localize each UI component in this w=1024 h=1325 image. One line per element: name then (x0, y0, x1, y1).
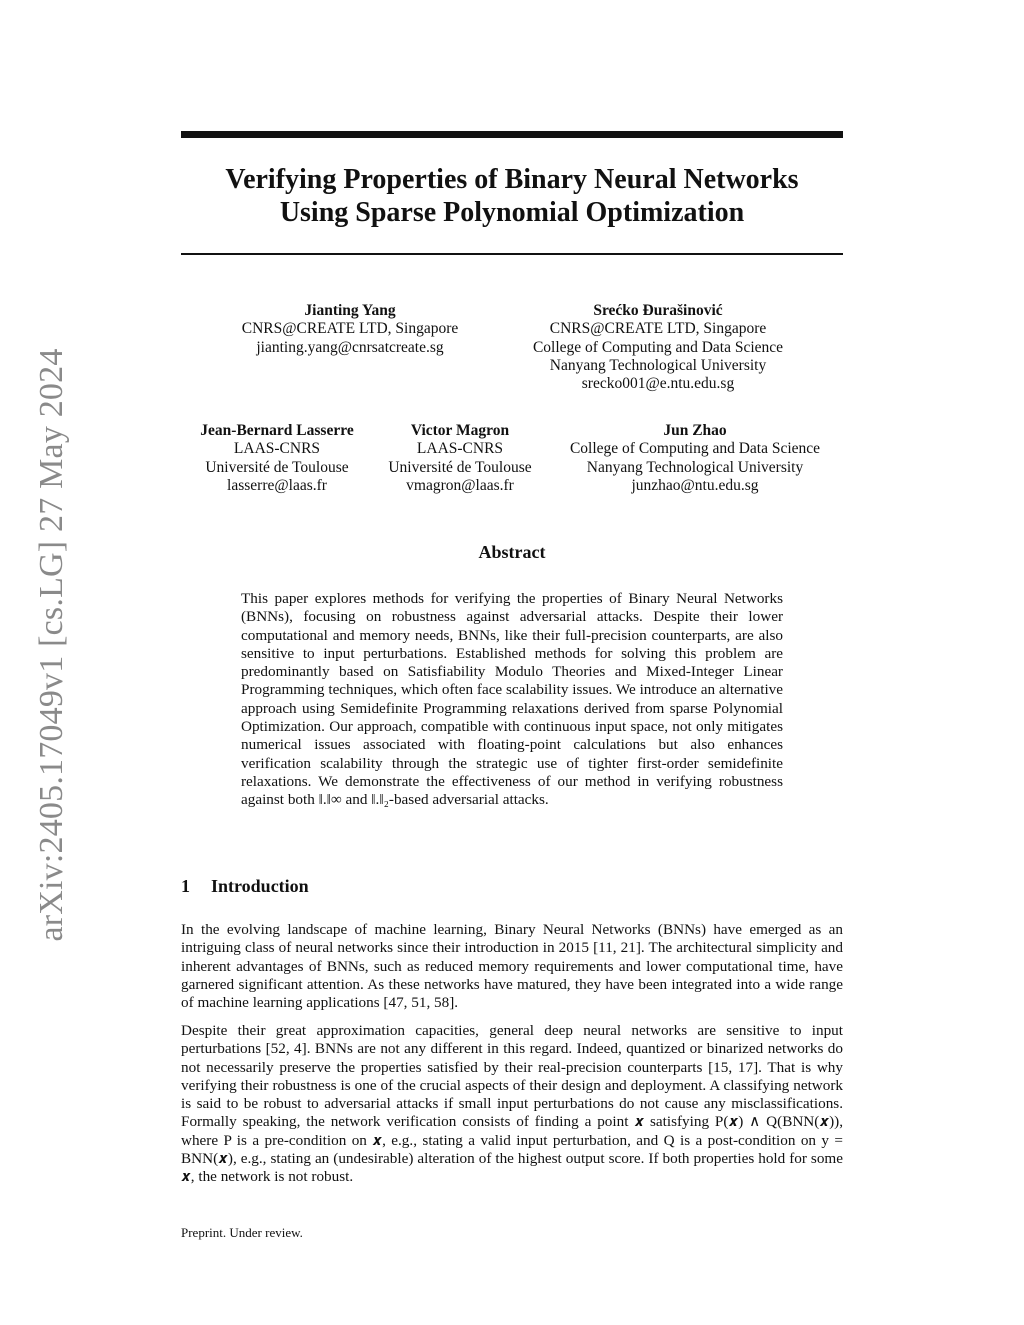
author-affiliation: Nanyang Technological University (549, 356, 767, 374)
author-affiliation: LAAS-CNRS (416, 440, 504, 458)
body-paragraph: In the evolving landscape of machine learning, Binary Neural Networks (BNNs) have emerged as an intriguing class of neural networks since their introduction in 2015 [11, 21]. The architectural simplicity and inherent advantages of BNNs, such as reduced memory requirements and lower computational time, have garnered significant attention. As these networks have matured, they have been integrated into a wide range of machine learning applications [47, 51, 58]. (181, 921, 843, 1012)
author-name: Srećko Ðurašinović (593, 302, 723, 319)
author-name: Victor Magron (410, 422, 510, 439)
author-affiliation: LAAS-CNRS (233, 440, 321, 458)
author-affiliation: Université de Toulouse (205, 458, 349, 476)
author-affiliation: Nanyang Technological University (586, 458, 804, 476)
section-number: 1 (181, 876, 190, 896)
author-email: srecko001@e.ntu.edu.sg (581, 375, 735, 393)
author-block (570, 422, 820, 495)
title-rule-top (181, 131, 843, 138)
author-block (388, 422, 531, 495)
abstract-heading: Abstract (478, 542, 546, 562)
author-name: Jianting Yang (304, 302, 396, 319)
author-email: vmagron@laas.fr (406, 476, 514, 494)
author-affiliation: Université de Toulouse (388, 458, 532, 476)
arxiv-stamp-text: arXiv:2405.17049v1 [cs.LG] 27 May 2024 (33, 348, 70, 942)
footer-note: Preprint. Under review. (181, 1225, 303, 1240)
title-rule-bottom (181, 253, 843, 255)
title-line-1: Verifying Properties of Binary Neural Networks (225, 164, 799, 195)
paper-title (181, 163, 843, 229)
author-email: junzhao@ntu.edu.sg (631, 476, 759, 494)
body-paragraph: Despite their great approximation capacities, general deep neural networks are sensitive to input perturbations [52, 4]. BNNs are not any different in this regard. Indeed, quantized or binarized networks do not necessarily preserve the properties satisfied by their real-precision counterparts [15, 17]. That is why verifying their robustness is one of the crucial aspects of their design and deployment. A classifying network is said to be robust to adversarial attacks if small input perturbations do not cause any misclassifications. Formally speaking, the network verification consists of finding a point 𝒙 satisfying P(𝒙) ∧ Q(BNN(𝒙)), where P is a pre-condition on 𝒙, e.g., stating a valid input perturbation, and Q is a post-condition on y = BNN(𝒙), e.g., stating an (undesirable) alteration of the highest output score. If both properties hold for some 𝒙, the network is not robust. (181, 1022, 843, 1186)
title-line-2: Using Sparse Polynomial Optimization (279, 197, 745, 228)
author-affiliation: CNRS@CREATE LTD, Singapore (549, 320, 767, 338)
section-title: Introduction (211, 876, 309, 896)
author-affiliation: College of Computing and Data Science (569, 440, 821, 458)
author-name: Jun Zhao (663, 422, 727, 439)
author-email: jianting.yang@cnrsatcreate.sg (256, 338, 444, 356)
author-block (200, 422, 353, 495)
section-heading (181, 876, 309, 897)
author-block (242, 302, 459, 357)
author-affiliation: CNRS@CREATE LTD, Singapore (241, 320, 459, 338)
author-email: lasserre@laas.fr (227, 476, 327, 494)
author-name: Jean-Bernard Lasserre (200, 422, 354, 439)
author-affiliation: College of Computing and Data Science (532, 338, 784, 356)
author-block (533, 302, 783, 393)
abstract-text: This paper explores methods for verifying the properties of Binary Neural Networks (BNNs), focusing on robustness against adversarial attacks. Despite their lower computational and memory needs, BNNs, like their full-precision counterparts, are also sensitive to input perturbations. Established methods for solving this problem are predominantly based on Satisfiability Modulo Theories and Mixed-Integer Linear Programming techniques, which often face scalability issues. We introduce an alternative approach using Semidefinite Programming relaxations derived from sparse Polynomial Optimization. Our approach, compatible with continuous input space, not only mitigates numerical issues associated with floating-point calculations but also enhances verification scalability through the strategic use of tighter first-order semidefinite relaxations. We demonstrate the effectiveness of our method in verifying robustness against both ‖.‖∞ and ‖.‖₂-based adversarial attacks. (241, 590, 783, 809)
